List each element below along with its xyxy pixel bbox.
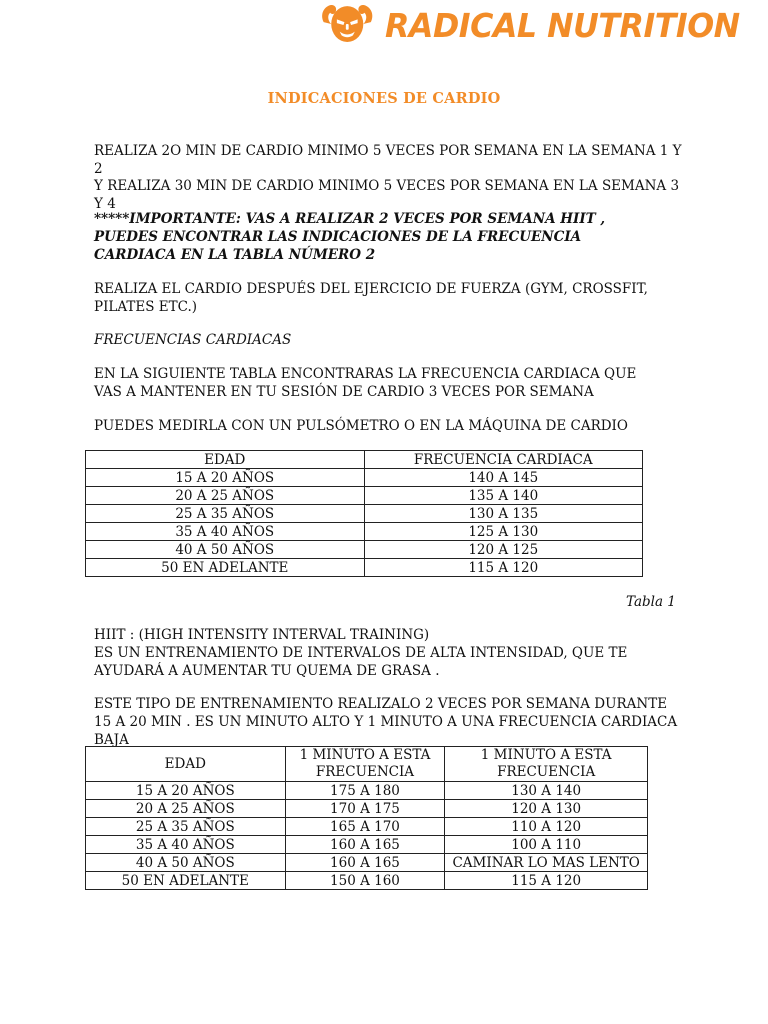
subheading-frecuencias: FRECUENCIAS CARDIACAS [94, 332, 292, 348]
cell-age: 50 EN ADELANTE [86, 872, 286, 890]
table-header-row [86, 451, 643, 469]
cell-rate: 130 A 135 [364, 505, 643, 523]
cell-high: 165 A 170 [285, 818, 445, 836]
paragraph-cardio-week-1-2: REALIZA 2O MIN DE CARDIO MINIMO 5 VECES POR SEMANA EN LA SEMANA 1 Y 2 [94, 143, 682, 177]
table-row [86, 559, 643, 577]
cell-low: 115 A 120 [445, 872, 648, 890]
header-minute-high: 1 MINUTO A ESTA FRECUENCIA [285, 747, 445, 782]
table-row [86, 854, 648, 872]
cell-age: 15 A 20 AÑOS [86, 469, 365, 487]
header-frecuencia: FRECUENCIA CARDIACA [364, 451, 643, 469]
table-row [86, 800, 648, 818]
header-minute-low: 1 MINUTO A ESTA FRECUENCIA [445, 747, 648, 782]
cell-rate: 115 A 120 [364, 559, 643, 577]
cell-high: 175 A 180 [285, 782, 445, 800]
cell-rate: 135 A 140 [364, 487, 643, 505]
hiit-definition-text: ES UN ENTRENAMIENTO DE INTERVALOS DE ALTA INTENSIDAD, QUE TE AYUDARÁ A AUMENTAR TU QUEMA DE GRASA . [94, 645, 628, 679]
cell-rate: 125 A 130 [364, 523, 643, 541]
table-row [86, 541, 643, 559]
table-row [86, 836, 648, 854]
cell-low: 130 A 140 [445, 782, 648, 800]
cell-age: 15 A 20 AÑOS [86, 782, 286, 800]
cell-low: 120 A 130 [445, 800, 648, 818]
table-row [86, 469, 643, 487]
cell-low: 110 A 120 [445, 818, 648, 836]
table-caption: Tabla 1 [626, 594, 676, 610]
paragraph-cardio-week-3-4: Y REALIZA 30 MIN DE CARDIO MINIMO 5 VECES POR SEMANA EN LA SEMANA 3 Y 4 [94, 178, 680, 212]
paragraph-table-intro: EN LA SIGUIENTE TABLA ENCONTRARAS LA FRECUENCIA CARDIACA QUE VAS A MANTENER EN TU SESIÓN DE CARDIO 3 VECES POR SEMANA [94, 366, 637, 400]
heart-rate-table [85, 450, 643, 577]
brand-logo [318, 0, 754, 50]
brand-name: RADICAL NUTRITION [384, 5, 740, 45]
cell-low: CAMINAR LO MAS LENTO [445, 854, 648, 872]
cell-age: 25 A 35 AÑOS [86, 818, 286, 836]
header-edad: EDAD [86, 451, 365, 469]
cell-age: 50 EN ADELANTE [86, 559, 365, 577]
cell-age: 35 A 40 AÑOS [86, 836, 286, 854]
cell-age: 35 A 40 AÑOS [86, 523, 365, 541]
cell-low: 100 A 110 [445, 836, 648, 854]
cell-age: 20 A 25 AÑOS [86, 487, 365, 505]
cell-rate: 120 A 125 [364, 541, 643, 559]
table-row [86, 523, 643, 541]
table-row [86, 505, 643, 523]
table-row [86, 782, 648, 800]
important-note: *****IMPORTANTE: VAS A REALIZAR 2 VECES POR SEMANA HIIT , PUEDES ENCONTRAR LAS INDICACIONES DE LA FRECUENCIA CARDIACA EN LA TABLA NÚMERO 2 [94, 211, 606, 263]
cell-high: 160 A 165 [285, 854, 445, 872]
table-row [86, 872, 648, 890]
header-edad: EDAD [86, 747, 286, 782]
cell-high: 160 A 165 [285, 836, 445, 854]
cell-high: 150 A 160 [285, 872, 445, 890]
paragraph-cardio-after-strength: REALIZA EL CARDIO DESPUÉS DEL EJERCICIO DE FUERZA (GYM, CROSSFIT, PILATES ETC.) [94, 281, 648, 315]
table-row [86, 487, 643, 505]
cell-age: 40 A 50 AÑOS [86, 541, 365, 559]
cell-age: 20 A 25 AÑOS [86, 800, 286, 818]
hiit-table [85, 746, 648, 890]
table-row [86, 818, 648, 836]
cell-age: 40 A 50 AÑOS [86, 854, 286, 872]
muscle-man-logo-icon [318, 0, 377, 50]
paragraph-hiit-schedule: ESTE TIPO DE ENTRENAMIENTO REALIZALO 2 VECES POR SEMANA DURANTE 15 A 20 MIN . ES UN MINUTO ALTO Y 1 MINUTO A UNA FRECUENCIA CARDIACA BAJA [94, 696, 678, 748]
hiit-definition-title: HIIT : (HIGH INTENSITY INTERVAL TRAINING) [94, 627, 430, 643]
cell-rate: 140 A 145 [364, 469, 643, 487]
cell-age: 25 A 35 AÑOS [86, 505, 365, 523]
paragraph-measure: PUEDES MEDIRLA CON UN PULSÓMETRO O EN LA MÁQUINA DE CARDIO [94, 418, 628, 434]
table-header-row [86, 747, 648, 782]
page-title: INDICACIONES DE CARDIO [267, 90, 501, 107]
cell-high: 170 A 175 [285, 800, 445, 818]
